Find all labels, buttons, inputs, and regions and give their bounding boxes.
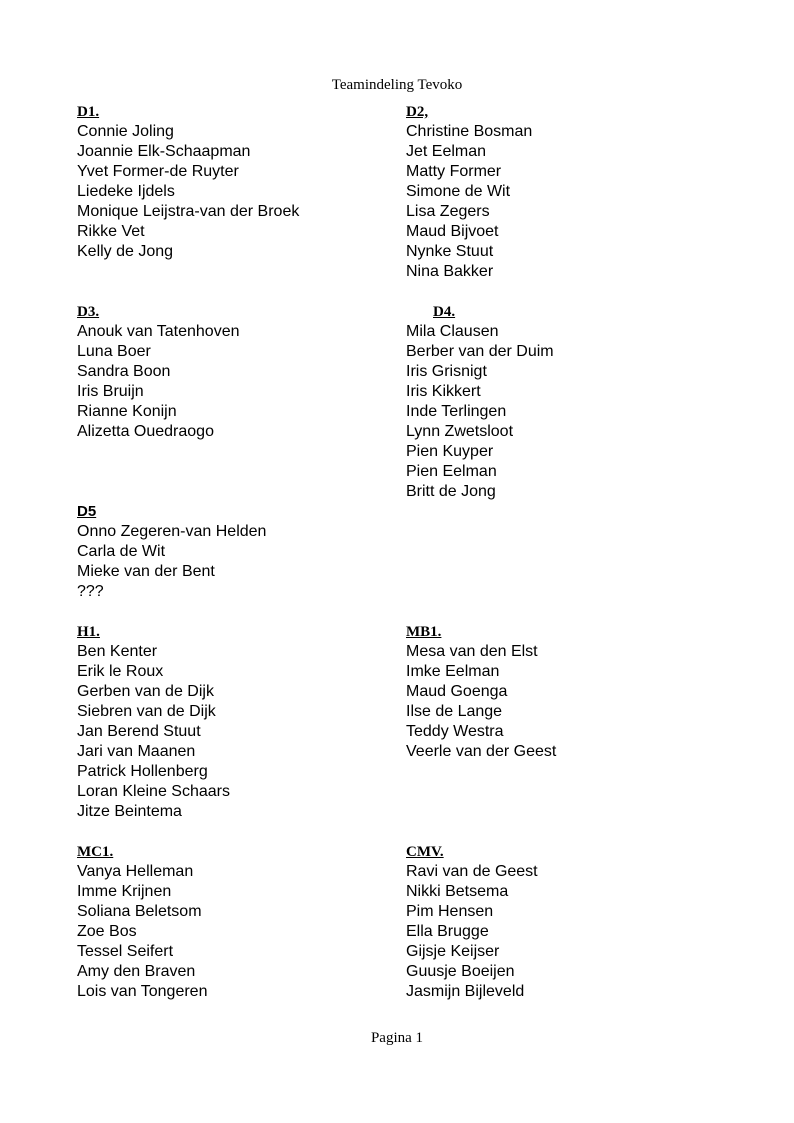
team-member: Pien Kuyper <box>406 443 494 460</box>
team-member: Mila Clausen <box>406 323 499 340</box>
team-member: Lynn Zwetsloot <box>406 423 514 440</box>
team-member: Vanya Helleman <box>77 863 194 880</box>
page-number: Pagina 1 <box>370 1030 424 1046</box>
team-d5 <box>77 502 377 602</box>
team-d1 <box>77 102 377 262</box>
team-member: Britt de Jong <box>406 483 496 500</box>
team-member: Amy den Braven <box>77 963 196 980</box>
team-member: Rianne Konijn <box>77 403 177 420</box>
team-mc1 <box>77 842 377 1002</box>
team-member: Erik le Roux <box>77 663 164 680</box>
team-member: Sandra Boon <box>77 363 171 380</box>
team-member: Monique Leijstra-van der Broek <box>77 203 300 220</box>
team-heading: D3. <box>77 304 100 320</box>
team-member: Ilse de Lange <box>406 703 503 720</box>
team-member: Maud Goenga <box>406 683 508 700</box>
team-member: Joannie Elk-Schaapman <box>77 143 251 160</box>
team-heading: CMV. <box>406 844 444 860</box>
team-member: Nikki Betsema <box>406 883 509 900</box>
team-d4 <box>406 302 706 502</box>
team-d2 <box>406 102 706 282</box>
team-member: Patrick Hollenberg <box>77 763 208 780</box>
team-member: Inde Terlingen <box>406 403 507 420</box>
team-member: Iris Grisnigt <box>406 363 487 380</box>
team-heading: D5 <box>77 503 97 520</box>
team-heading: H1. <box>77 624 100 640</box>
team-heading: MB1. <box>406 624 442 640</box>
team-member: Luna Boer <box>77 343 151 360</box>
team-heading: D1. <box>77 104 100 120</box>
team-member: Siebren van de Dijk <box>77 703 216 720</box>
team-member: Tessel Seifert <box>77 943 174 960</box>
team-member: Mieke van der Bent <box>77 563 215 580</box>
team-member: Gijsje Keijser <box>406 943 500 960</box>
team-cmv <box>406 842 706 1002</box>
team-mb1 <box>406 622 706 762</box>
team-member: Berber van der Duim <box>406 343 554 360</box>
team-member: Ravi van de Geest <box>406 863 538 880</box>
team-member: Jari van Maanen <box>77 743 196 760</box>
team-member: Teddy Westra <box>406 723 504 740</box>
team-member: Pim Hensen <box>406 903 494 920</box>
team-d3 <box>77 302 377 442</box>
team-member: Ella Brugge <box>406 923 489 940</box>
team-member: Christine Bosman <box>406 123 533 140</box>
team-member: Yvet Former-de Ruyter <box>77 163 239 180</box>
document-title: Teamindeling Tevoko <box>331 77 463 93</box>
team-member: Zoe Bos <box>77 923 137 940</box>
team-member: Anouk van Tatenhoven <box>77 323 240 340</box>
team-member: Veerle van der Geest <box>406 743 557 760</box>
team-heading: MC1. <box>77 844 114 860</box>
team-member: Jan Berend Stuut <box>77 723 201 740</box>
team-member: Gerben van de Dijk <box>77 683 214 700</box>
team-member: Mesa van den Elst <box>406 643 538 660</box>
team-member: Nina Bakker <box>406 263 494 280</box>
team-member: Alizetta Ouedraogo <box>77 423 214 440</box>
team-member: Nynke Stuut <box>406 243 494 260</box>
team-member: Rikke Vet <box>77 223 145 240</box>
team-member: Guusje Boeijen <box>406 963 515 980</box>
team-member: Jitze Beintema <box>77 803 182 820</box>
team-member: Connie Joling <box>77 123 174 140</box>
team-member: Kelly de Jong <box>77 243 174 260</box>
team-member: ??? <box>77 583 104 600</box>
team-member: Imme Krijnen <box>77 883 172 900</box>
team-member: Loran Kleine Schaars <box>77 783 230 800</box>
team-member: Lois van Tongeren <box>77 983 208 1000</box>
team-member: Liedeke Ijdels <box>77 183 175 200</box>
team-member: Jet Eelman <box>406 143 487 160</box>
team-member: Soliana Beletsom <box>77 903 202 920</box>
team-member: Imke Eelman <box>406 663 500 680</box>
team-member: Iris Kikkert <box>406 383 481 400</box>
team-member: Matty Former <box>406 163 502 180</box>
team-member: Ben Kenter <box>77 643 158 660</box>
team-member: Maud Bijvoet <box>406 223 499 240</box>
team-h1 <box>77 622 377 822</box>
team-heading: D4. <box>433 304 456 320</box>
team-heading: D2, <box>406 104 429 120</box>
team-member: Lisa Zegers <box>406 203 490 220</box>
team-member: Simone de Wit <box>406 183 511 200</box>
team-member: Pien Eelman <box>406 463 497 480</box>
team-member: Carla de Wit <box>77 543 166 560</box>
team-member: Iris Bruijn <box>77 383 144 400</box>
team-member: Onno Zegeren-van Helden <box>77 523 267 540</box>
team-member: Jasmijn Bijleveld <box>406 983 525 1000</box>
